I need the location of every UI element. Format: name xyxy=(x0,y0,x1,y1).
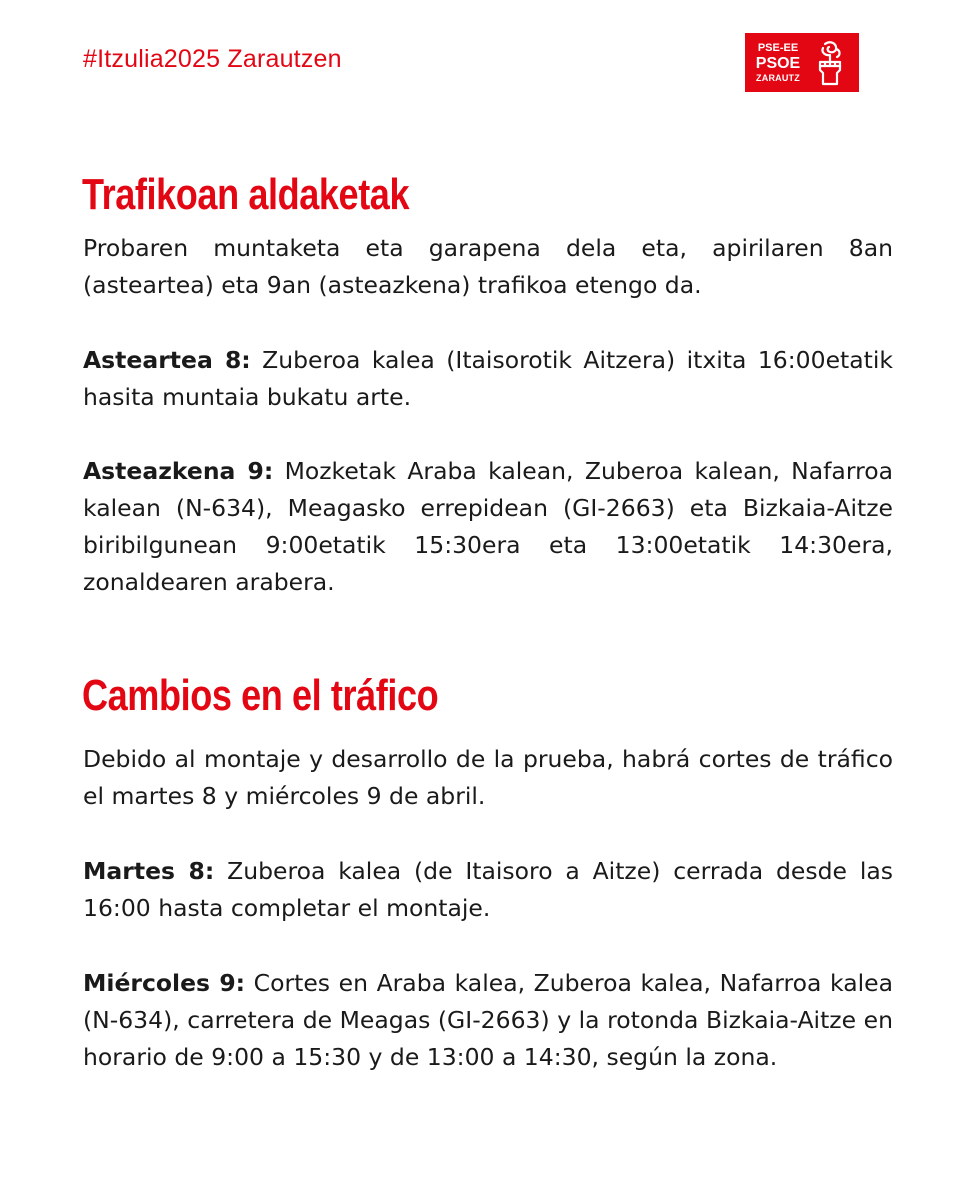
logo-line-1: PSE-EE xyxy=(757,41,799,54)
hashtag: #Itzulia2025 Zarautzen xyxy=(83,45,342,73)
spanish-day2-label: Miércoles 9: xyxy=(83,969,246,997)
basque-intro: Probaren muntaketa eta garapena dela eta, apirilaren 8an (asteartea) eta 9an (asteazkena) trafikoa etengo da. xyxy=(83,234,893,299)
basque-day1-label: Asteartea 8: xyxy=(83,346,251,374)
basque-day1 xyxy=(83,342,893,416)
basque-day2-text: Mozketak Araba kalean, Zuberoa kalean, Nafarroa kalean (N-634), Meagasko errepidean (GI-2663) eta Bizkaia-Aitze biribilgunean 9:00etatik 15:30era eta 13:00etatik 14:30era, zonaldearen arabera. xyxy=(83,457,893,596)
basque-day2-label: Asteazkena 9: xyxy=(83,457,274,485)
basque-day2 xyxy=(83,453,893,601)
logo-text xyxy=(751,43,805,83)
spanish-day1 xyxy=(83,853,893,927)
basque-day1-text: Zuberoa kalea (Itaisorotik Aitzera) itxita 16:00etatik hasita muntaia bukatu arte. xyxy=(83,346,893,411)
fist-and-rose-icon xyxy=(811,40,849,86)
party-logo xyxy=(745,33,859,92)
spanish-heading: Cambios en el tráfico xyxy=(82,671,439,720)
basque-heading: Trafikoan aldaketak xyxy=(82,170,410,219)
logo-line-3: ZARAUTZ xyxy=(756,72,800,83)
logo-line-2: PSOE xyxy=(755,54,801,72)
spanish-day2 xyxy=(83,965,893,1076)
spanish-day2-text: Cortes en Araba kalea, Zuberoa kalea, Nafarroa kalea (N-634), carretera de Meagas (GI-2663) y la rotonda Bizkaia-Aitze en horario de 9:00 a 15:30 y de 13:00 a 14:30, según la zona. xyxy=(83,969,893,1071)
spanish-day1-label: Martes 8: xyxy=(83,857,215,885)
spanish-day1-text: Zuberoa kalea (de Itaisoro a Aitze) cerrada desde las 16:00 hasta completar el montaje. xyxy=(83,857,893,922)
spanish-intro: Debido al montaje y desarrollo de la prueba, habrá cortes de tráfico el martes 8 y miércoles 9 de abril. xyxy=(83,745,893,810)
